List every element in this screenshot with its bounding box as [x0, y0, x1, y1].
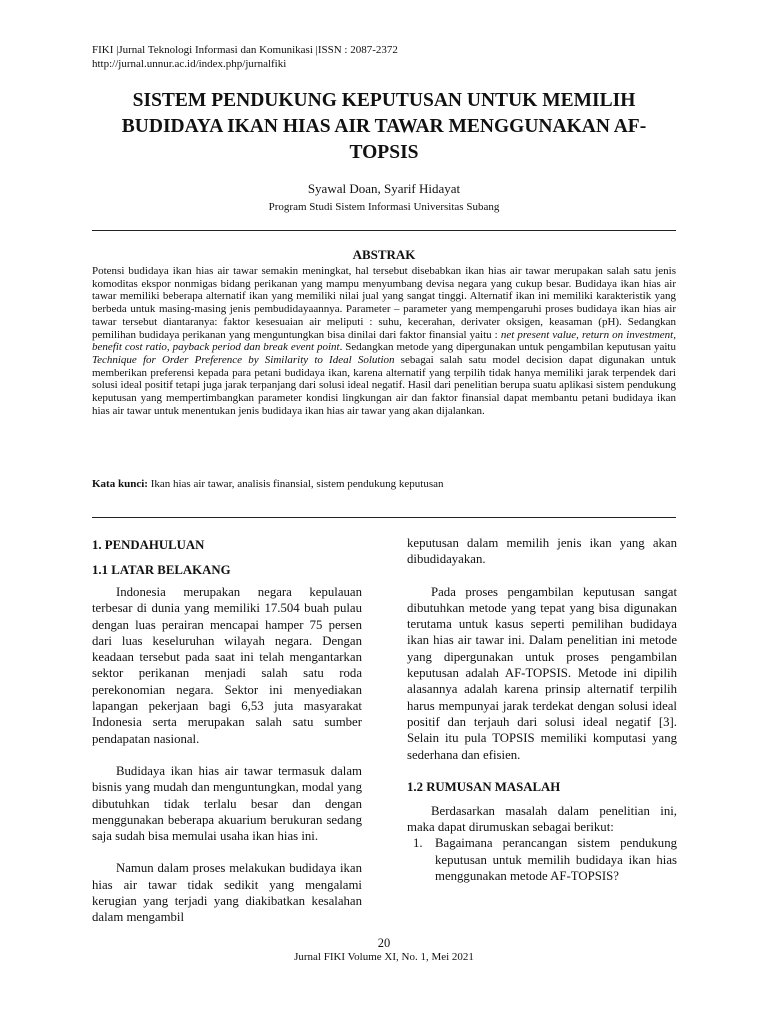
abstract-text-3: sebagai salah satu model decision dapat digunakan untuk memberikan preferensi kepada para petani budidaya ikan, karena alternatif yang terpilih tidak hanya memiliki jarak terpendek dari solusi ideal positif tetapi juga jarak terpanjang dari solusi ideal negatif. Hasil dari penelitian berupa suatu aplikasi sistem pendukung keputusan yang mempertimbangkan parameter kondisi lingkungan air dan faktor finansial dapat membantu petani budidaya ikan hias air tawar untuk menentukan jenis budidaya ikan hias air tawar yang akan dijalankan. — [92, 353, 676, 417]
running-header — [92, 43, 398, 71]
list-item — [407, 835, 677, 884]
paragraph: Budidaya ikan hias air tawar termasuk dalam bisnis yang mudah dan menguntungkan, modal yang dibutuhkan tidak terlalu besar dan dengan menggunakan beberapa akuarium berukuran sedang saja sudah bisa memulai usaha ikan hias ini. — [92, 763, 362, 844]
journal-issn: FIKI |Jurnal Teknologi Informasi dan Komunikasi |ISSN : 2087-2372 — [92, 44, 398, 56]
abstract-heading: ABSTRAK — [352, 247, 416, 262]
abstract-italic-2: Technique for Order Preference by Similarity to Ideal Solution — [92, 353, 395, 366]
left-column — [92, 537, 362, 926]
paragraph: keputusan dalam memilih jenis ikan yang akan dibudidayakan. — [407, 536, 677, 567]
page-number: 20 — [377, 936, 391, 950]
keywords — [92, 477, 676, 491]
keywords-label: Kata kunci: — [92, 478, 148, 490]
abstract-body — [92, 265, 676, 417]
subsection-heading-latar-belakang: 1.1 LATAR BELAKANG — [92, 563, 231, 577]
abstract-italic-1: net present value, return on investment, benefit cost ratio, payback period dan break event point — [92, 328, 676, 354]
subsection-heading-rumusan-masalah: 1.2 RUMUSAN MASALAH — [407, 779, 561, 794]
section-heading-pendahuluan: 1. PENDAHULUAN — [92, 538, 205, 552]
journal-url[interactable]: http://jurnal.unnur.ac.id/index.php/jurnalfiki — [92, 58, 287, 70]
right-column — [407, 535, 677, 884]
research-question-list — [407, 835, 677, 884]
bottom-divider — [92, 517, 676, 518]
list-item-number: 1. — [413, 836, 423, 851]
keywords-text: Ikan hias air tawar, analisis finansial, sistem pendukung keputusan — [147, 478, 444, 490]
abstract-text-2: . Sedangkan metode yang dipergunakan untuk pengambilan keputusan yaitu — [339, 341, 676, 354]
paragraph: Indonesia merupakan negara kepulauan terbesar di dunia yang memiliki 17.504 buah pulau dengan luas perairan mencapai hamper 75 persen dari luas keseluruhan wilayah negara. Dengan keadaan tersebut pada saat ini telah mengantarkan sektor perikanan menjadi salah satu roda perekonomian negara. Sektor ini menyediakan lapangan pekerjaan bagi 6,53 juta masyarakat Indonesia serta merupakan salah satu sumber pendapatan nasional. — [92, 585, 362, 746]
paragraph: Berdasarkan masalah dalam penelitian ini, maka dapat dirumuskan sebagai berikut: — [407, 803, 677, 835]
abstract-text-1: Potensi budidaya ikan hias air tawar semakin meningkat, hal tersebut disebabkan ikan hias air tawar merupakan salah satu jenis komoditas ekspor nonmigas bidang perikanan yang mampu menyumbang devisa negara yang cukup besar. Budidaya ikan hias air tawar memiliki beberapa alternatif ikan yang memiliki nilai jual yang sangat tinggi. Alternatif ikan ini memiliki karakteristik yang berbeda untuk masing-masing jenis pembudidayaannya. Parameter – parameter yang mempengaruhi proses budidaya ikan hias air tawar tersebut diantaranya: faktor kesesuaian air meliputi : suhu, kecerahan, derivater oksigen, keasaman (pH). Sedangkan pemilihan budidaya perikanan yang menguntungkan bisa dinilai dari faktor finansial yaitu : — [92, 265, 676, 341]
title-line-3: TOPSIS — [349, 142, 419, 163]
affiliation: Program Studi Sistem Informasi Universitas Subang — [268, 201, 500, 213]
title-line-2: BUDIDAYA IKAN HIAS AIR TAWAR MENGGUNAKAN AF- — [121, 116, 647, 137]
top-divider — [92, 230, 676, 231]
paragraph: Pada proses pengambilan keputusan sangat dibutuhkan metode yang tepat yang bisa digunakan terutama untuk kasus seperti pemilihan budidaya ikan hias air tawar ini. Dalam penelitian ini metode yang dipergunakan untuk proses pengambilan keputusan adalah AF-TOPSIS. Metode ini dipilih alasannya adalah karena prinsip alternatif terpilih harus mempunyai jarak terdekat dengan solusi ideal positif dan terjauh dari solusi ideal negatif [3]. Selain itu pula TOPSIS memiliki komputasi yang sederhana dan efisien. — [407, 584, 677, 762]
list-item-text: Bagaimana perancangan sistem pendukung keputusan untuk memilih budidaya ikan hias menggunakan metode AF-TOPSIS? — [435, 836, 677, 884]
paragraph: Namun dalam proses melakukan budidaya ikan hias air tawar tidak sedikit yang mengalami kerugian yang terjadi yang diakibatkan kesalahan dalam mengambil — [92, 861, 362, 925]
title-line-1: SISTEM PENDUKUNG KEPUTUSAN UNTUK MEMILIH — [132, 90, 636, 111]
authors: Syawal Doan, Syarif Hidayat — [307, 181, 461, 196]
journal-footer: Jurnal FIKI Volume XI, No. 1, Mei 2021 — [294, 951, 474, 963]
paper-title — [92, 88, 676, 166]
